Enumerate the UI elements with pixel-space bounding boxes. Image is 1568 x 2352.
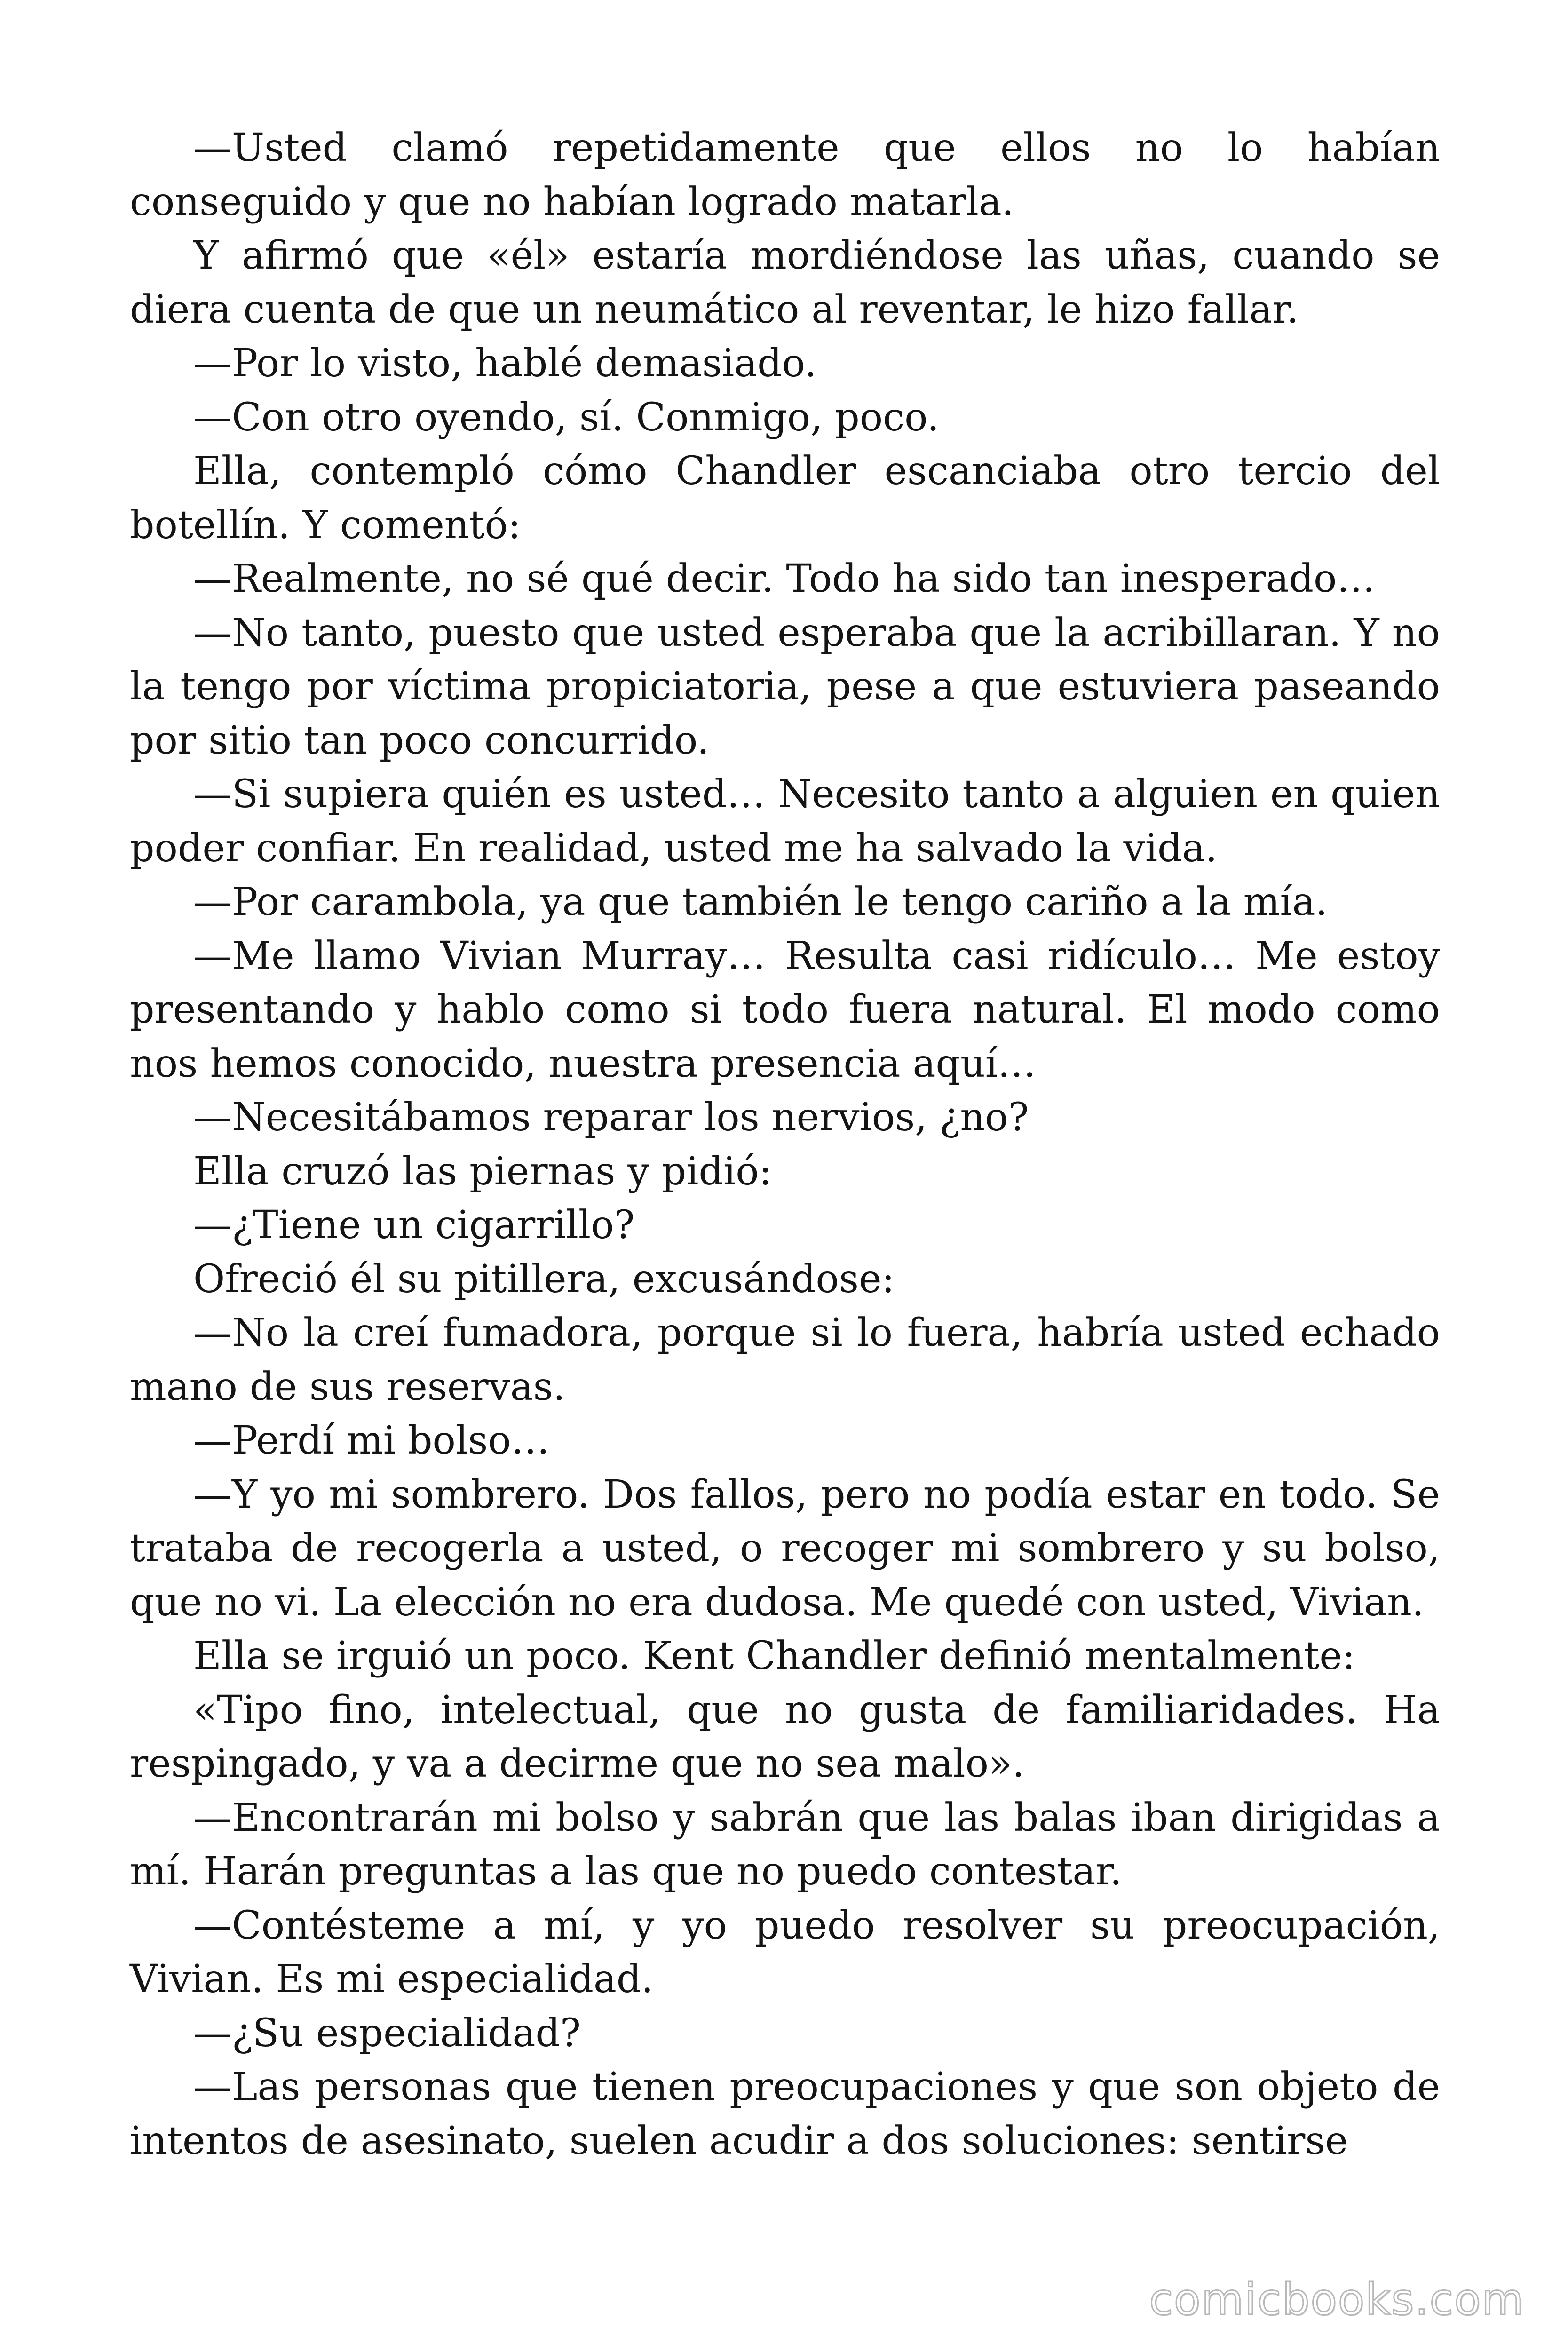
paragraph: —Usted clamó repetidamente que ellos no lo habían conseguido y que no habían logrado matarla. (130, 126, 1440, 224)
paragraph: Y afirmó que «él» estaría mordiéndose las uñas, cuando se diera cuenta de que un neumático al reventar, le hizo fallar. (130, 233, 1440, 332)
paragraph: Ella se irguió un poco. Kent Chandler definió mentalmente: (193, 1634, 1355, 1678)
paragraph: Ofreció él su pitillera, excusándose: (193, 1256, 895, 1302)
paragraph: —No tanto, puesto que usted esperaba que la acribillaran. Y no la tengo por víctima propiciatoria, pese a que estuviera paseando por sitio tan poco concurrido. (130, 610, 1440, 763)
paragraph: —¿Su especialidad? (193, 2010, 581, 2056)
paragraph: —Contésteme a mí, y yo puedo resolver su preocupación, Vivian. Es mi especialidad. (130, 1903, 1440, 2002)
paragraph: —Realmente, no sé qué decir. Todo ha sido tan inesperado… (193, 556, 1376, 601)
paragraph: —¿Tiene un cigarrillo? (193, 1203, 635, 1248)
paragraph: —Y yo mi sombrero. Dos fallos, pero no podía estar en todo. Se trataba de recogerla a usted, o recoger mi sombrero y su bolso, que no vi. La elección no era dudosa. Me quedé con usted, Vivian. (130, 1472, 1440, 1625)
paragraph: Ella, contempló cómo Chandler escanciaba otro tercio del botellín. Y comentó: (130, 449, 1440, 548)
paragraph: —Encontrarán mi bolso y sabrán que las balas iban dirigidas a mí. Harán preguntas a las que no puedo contestar. (130, 1795, 1440, 1894)
watermark: comicbooks.com (1149, 2274, 1525, 2325)
paragraph: —Necesitábamos reparar los nervios, ¿no? (193, 1095, 1029, 1140)
paragraph: —No la creí fumadora, porque si lo fuera, habría usted echado mano de sus reservas. (130, 1311, 1440, 1409)
paragraph: —Me llamo Vivian Murray… Resulta casi ridículo… Me estoy presentando y hablo como si todo fuera natural. El modo como nos hemos conocido, nuestra presencia aquí… (130, 933, 1440, 1086)
paragraph: Ella cruzó las piernas y pidió: (193, 1149, 772, 1194)
paragraph: —Perdí mi bolso… (193, 1418, 550, 1463)
paragraph: «Tipo fino, intelectual, que no gusta de familiaridades. Ha respingado, y va a decirme que no sea malo». (130, 1687, 1440, 1786)
paragraph: —Por carambola, ya que también le tengo cariño a la mía. (193, 880, 1328, 924)
paragraph: —Las personas que tienen preocupaciones y que son objeto de intentos de asesinato, suelen acudir a dos soluciones: sentirse (130, 2065, 1440, 2163)
paragraph: —Si supiera quién es usted… Necesito tanto a alguien en quien poder confiar. En realidad, usted me ha salvado la vida. (130, 772, 1440, 871)
body-text (130, 121, 1440, 2168)
paragraph: —Por lo visto, hablé demasiado. (193, 341, 817, 386)
paragraph: —Con otro oyendo, sí. Conmigo, poco. (193, 395, 940, 440)
